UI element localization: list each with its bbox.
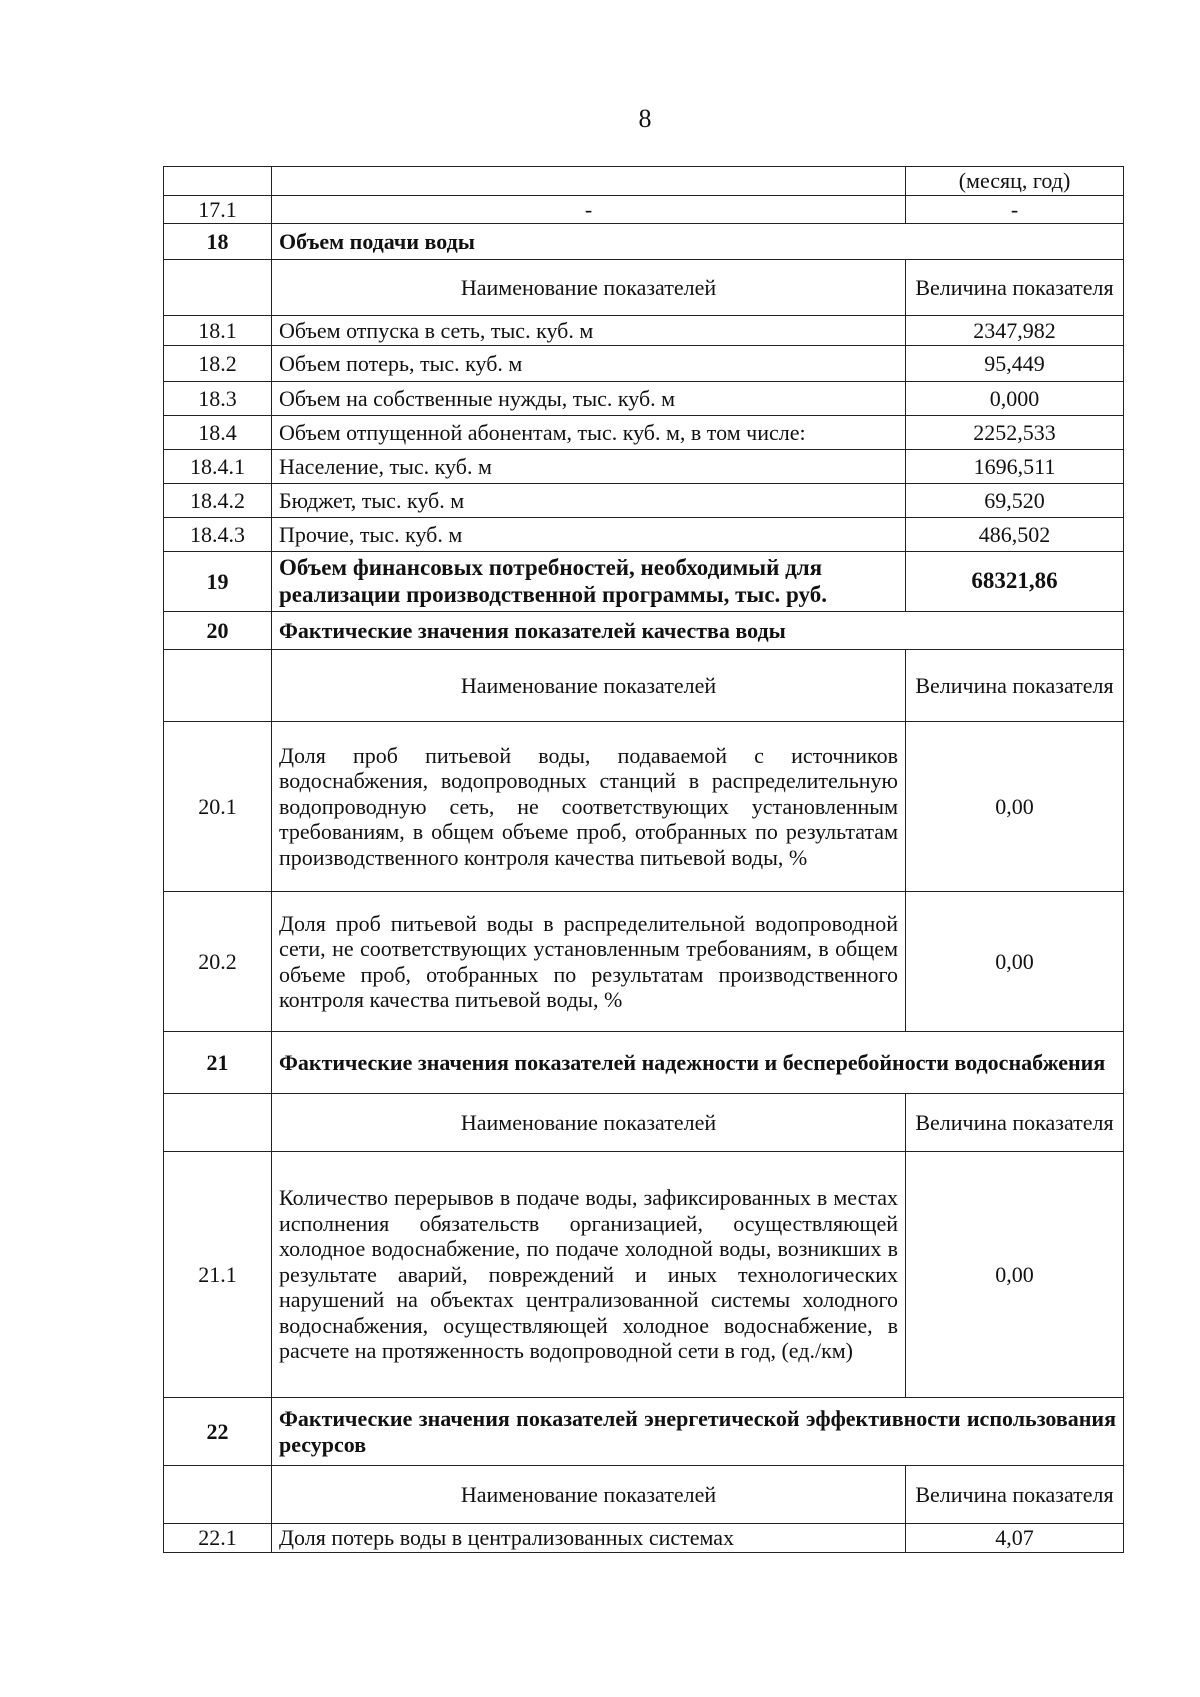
row-value: 1696,511 xyxy=(906,450,1124,484)
table-row xyxy=(164,316,1124,346)
column-header-row xyxy=(164,260,1124,316)
row-value: 95,449 xyxy=(906,346,1124,382)
name-cell xyxy=(272,167,906,196)
row-value: 0,00 xyxy=(906,1152,1124,1398)
page-number: 8 xyxy=(638,104,652,133)
row-value: 0,000 xyxy=(906,382,1124,416)
row-value: 0,00 xyxy=(906,892,1124,1032)
num-cell xyxy=(164,1094,272,1152)
table-row xyxy=(164,1524,1124,1553)
column-header-value: Величина показателя xyxy=(906,1094,1124,1152)
section-heading-row xyxy=(164,552,1124,612)
row-number: 17.1 xyxy=(164,195,272,224)
row-number: 18.3 xyxy=(164,382,272,416)
table-row xyxy=(164,450,1124,484)
num-cell xyxy=(164,1466,272,1524)
column-header-row xyxy=(164,1466,1124,1524)
row-value: 0,00 xyxy=(906,722,1124,892)
column-header-value: Величина показателя xyxy=(906,260,1124,316)
row-name: Доля потерь воды в централизованных системах xyxy=(272,1524,906,1553)
num-cell xyxy=(164,650,272,722)
section-number: 19 xyxy=(164,552,272,612)
table-row xyxy=(164,722,1124,892)
table-row xyxy=(164,167,1124,196)
table-row xyxy=(164,1152,1124,1398)
table-row xyxy=(164,382,1124,416)
table-row xyxy=(164,484,1124,518)
column-header-row xyxy=(164,1094,1124,1152)
section-title: Фактические значения показателей энергетической эффективности использования ресурсов xyxy=(272,1398,1124,1466)
column-header-row xyxy=(164,650,1124,722)
row-value: - xyxy=(906,195,1124,224)
row-number: 18.4.3 xyxy=(164,518,272,552)
indicators-table xyxy=(163,166,1124,1553)
row-number: 21.1 xyxy=(164,1152,272,1398)
row-name: Количество перерывов в подаче воды, зафиксированных в местах исполнения обязательств организацией, осуществляющей холодное водоснабжение, по подаче холодной воды, возникших в результате аварий, повреждений и иных технологических нарушений на объектах централизованной системы холодного водоснабжения, осуществляющей холодное водоснабжение, в расчете на протяженность водопроводной сети в год, (ед./км) xyxy=(272,1152,906,1398)
row-name: Объем отпущенной абонентам, тыс. куб. м, в том числе: xyxy=(272,416,906,450)
row-number: 20.2 xyxy=(164,892,272,1032)
row-value: 4,07 xyxy=(906,1524,1124,1553)
row-value: 2252,533 xyxy=(906,416,1124,450)
section-heading-row xyxy=(164,1398,1124,1466)
column-header-name: Наименование показателей xyxy=(272,1466,906,1524)
row-value: 2347,982 xyxy=(906,316,1124,346)
table-row xyxy=(164,518,1124,552)
row-number: 18.4 xyxy=(164,416,272,450)
column-header-name: Наименование показателей xyxy=(272,260,906,316)
row-name: Объем потерь, тыс. куб. м xyxy=(272,346,906,382)
row-number: 18.1 xyxy=(164,316,272,346)
unit-cell: (месяц, год) xyxy=(906,167,1124,196)
table-row xyxy=(164,195,1124,224)
row-number: 20.1 xyxy=(164,722,272,892)
row-value: 486,502 xyxy=(906,518,1124,552)
column-header-value: Величина показателя xyxy=(906,1466,1124,1524)
row-name: - xyxy=(272,195,906,224)
row-name: Бюджет, тыс. куб. м xyxy=(272,484,906,518)
row-name: Доля проб питьевой воды в распределительной водопроводной сети, не соответствующих установленным требованиям, в общем объеме проб, отобранных по результатам производственного контроля качества питьевой воды, % xyxy=(272,892,906,1032)
column-header-name: Наименование показателей xyxy=(272,1094,906,1152)
row-name: Объем на собственные нужды, тыс. куб. м xyxy=(272,382,906,416)
section-heading-row xyxy=(164,1032,1124,1094)
row-number: 18.2 xyxy=(164,346,272,382)
row-name: Прочие, тыс. куб. м xyxy=(272,518,906,552)
row-name: Доля проб питьевой воды, подаваемой с источников водоснабжения, водопроводных станций в распределительную водопроводную сеть, не соответствующих установленным требованиям, в общем объеме проб, отобранных по результатам производственного контроля качества питьевой воды, % xyxy=(272,722,906,892)
section-number: 18 xyxy=(164,224,272,260)
table-row xyxy=(164,416,1124,450)
section-number: 20 xyxy=(164,612,272,650)
row-name: Население, тыс. куб. м xyxy=(272,450,906,484)
column-header-value: Величина показателя xyxy=(906,650,1124,722)
section-title: Объем подачи воды xyxy=(272,224,1124,260)
table-row xyxy=(164,892,1124,1032)
section-number: 21 xyxy=(164,1032,272,1094)
column-header-name: Наименование показателей xyxy=(272,650,906,722)
section-heading-row xyxy=(164,612,1124,650)
num-cell xyxy=(164,260,272,316)
section-value: 68321,86 xyxy=(906,552,1124,612)
row-name: Объем отпуска в сеть, тыс. куб. м xyxy=(272,316,906,346)
section-title: Фактические значения показателей надежности и бесперебойности водоснабжения xyxy=(272,1032,1124,1094)
row-value: 69,520 xyxy=(906,484,1124,518)
section-heading-row xyxy=(164,224,1124,260)
row-number: 22.1 xyxy=(164,1524,272,1553)
num-cell xyxy=(164,167,272,196)
section-title: Объем финансовых потребностей, необходимый для реализации производственной программы, тыс. руб. xyxy=(272,552,906,612)
row-number: 18.4.1 xyxy=(164,450,272,484)
section-number: 22 xyxy=(164,1398,272,1466)
section-title: Фактические значения показателей качества воды xyxy=(272,612,1124,650)
table-row xyxy=(164,346,1124,382)
row-number: 18.4.2 xyxy=(164,484,272,518)
